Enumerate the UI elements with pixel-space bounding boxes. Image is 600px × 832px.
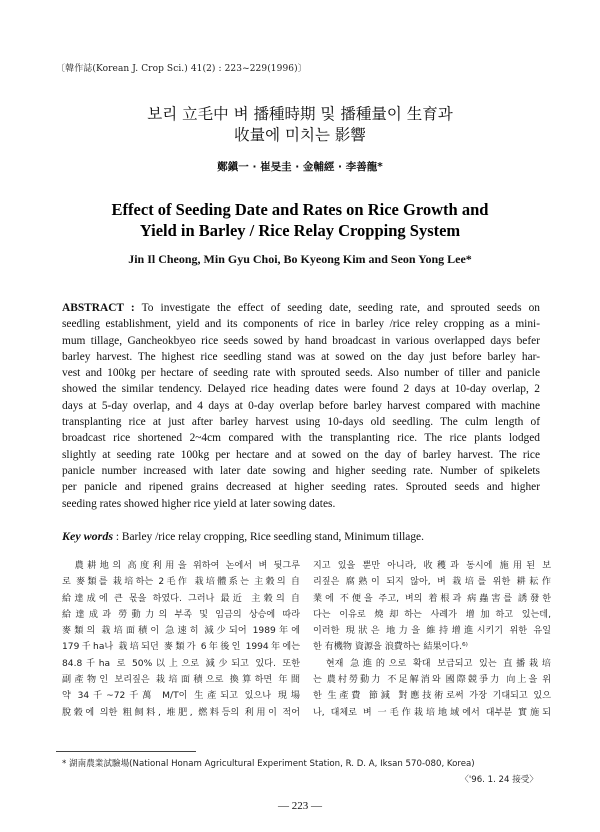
abstract-line: vest and 100kg per hectare of seeding rate with sprouted seeds. Also number of tiller and panicle bbox=[62, 367, 540, 380]
authors-korean: 鄭鎭一 · 崔旻圭 · 金輔經 · 李善龍* bbox=[217, 161, 383, 173]
title-english-line-2: Yield in Barley / Rice Relay Cropping System bbox=[139, 221, 461, 240]
body-line: 麥類의 栽培面積이 急速히 減少되어 1989年에 bbox=[62, 626, 300, 637]
body-column-left bbox=[62, 558, 300, 721]
body-line: 다는 이유로 燒却하는 사례가 增加하고 있는데, bbox=[313, 609, 551, 620]
body-line: 리짚은 腐熟이 되지 않아, 벼 栽培를 위한 耕耘作 bbox=[313, 577, 551, 588]
journal-citation: 〔韓作誌(Korean J. Crop Sci.) 41(2) : 223~229(1996)〕 bbox=[56, 64, 307, 74]
body-line: 給達成에 큰 몫을 하였다. 그러나 最近 主穀의 自 bbox=[62, 593, 300, 604]
abstract-line: panicle number increased with later date sowing and higher seeding rate. Number of spikelets bbox=[62, 464, 540, 477]
abstract-line: transplanting rice at just after barley harvest using 10-days old seedling. The culm length of bbox=[62, 416, 540, 429]
authors-english: Jin Il Cheong, Min Gyu Choi, Bo Kyeong Kim and Seon Yong Lee* bbox=[128, 252, 472, 266]
footnote-affiliation: * 湖南農業試驗場(National Honam Agricultural Experiment Station, R. D. A, Iksan 570-080, Korea) bbox=[62, 759, 475, 769]
received-date: 〈'96. 1. 24 接受〉 bbox=[460, 775, 538, 785]
abstract-line: per panicle and ripened grains decreased at higher seeding rates. Sprouted seeds and higher bbox=[62, 481, 540, 494]
abstract-line: slightly at seeding rate 100kg per hectare and at sowed on the day of barley harvest. The rice bbox=[62, 448, 540, 461]
abstract bbox=[62, 300, 540, 512]
body-line: 179千ha나 栽培되던 麥類가 6年後인 1994年에는 bbox=[62, 642, 300, 653]
keywords bbox=[62, 529, 542, 544]
body-line: 業에 不便을 주고, 벼의 着根과 病蟲害를 誘發한 bbox=[313, 593, 551, 604]
abstract-text: To investigate the effect of seeding date, seeding rate, and sprouted seeds on bbox=[134, 302, 541, 314]
title-korean-line-1: 보리 立毛中 벼 播種時期 및 播種量이 生育과 bbox=[147, 105, 453, 123]
body-line: 84.8千ha 로 50%以上으로 減少되고 있다. 또한 bbox=[62, 658, 300, 669]
abstract-line: broadcast rice shortened 2~4cm compared with the transplanting rice. The rice plants lodged bbox=[62, 432, 540, 445]
abstract-line: showed the similar tendency. Delayed rice heading dates were found 2 days at 10-day overlap, 2 bbox=[62, 383, 540, 396]
body-column-right bbox=[313, 558, 551, 721]
abstract-label: ABSTRACT : bbox=[62, 302, 135, 314]
body-line: 農耕地의 高度利用을 위하여 논에서 벼 뒷그루 bbox=[62, 561, 300, 571]
body-line: 로 麥類를 栽培하는 2毛作 栽培體系는 主穀의 自 bbox=[62, 577, 300, 588]
title-english-line-1: Effect of Seeding Date and Rates on Rice Growth and bbox=[111, 200, 489, 219]
body-line: 한 生產費 節減 對應技術로써 가장 기대되고 있으 bbox=[313, 691, 551, 702]
body-line: 副產物인 보리짚은 栽培面積으로 換算하면 年間 bbox=[62, 675, 300, 686]
footnote-divider bbox=[56, 751, 196, 752]
body-line: 는 農村勞動力 不足解消와 國際競爭力 向上을 위 bbox=[313, 675, 551, 686]
body-line: 이러한 現狀은 地力을 維持增進시키기 위한 유일 bbox=[313, 626, 551, 637]
title-korean-line-2: 收量에 미치는 影響 bbox=[234, 126, 366, 144]
body-line: 給達成과 勞動力의 부족 및 임금의 상승에 따라 bbox=[62, 609, 300, 620]
abstract-line bbox=[62, 300, 540, 316]
body-line: 현재 急進的으로 확대 보급되고 있는 直播栽培 bbox=[313, 658, 551, 669]
abstract-line: barley harvest. The highest rice seedling stand was at sowed on the day just before barley har- bbox=[62, 350, 540, 363]
body-line: 약 34千~72千萬 M/T이 生產되고 있으나 現場 bbox=[62, 691, 300, 702]
abstract-line: seedling establishment, yield and its components of rice in barley /rice reley cropping as a mini- bbox=[62, 318, 540, 331]
body-line: 한 有機物 資源을 浪費하는 結果이다.⁶⁾ bbox=[313, 642, 468, 653]
page-number: — 223 — bbox=[278, 800, 322, 812]
body-line: 지고 있을 뿐만 아니라, 收穫과 동시에 施用된 보 bbox=[313, 561, 551, 571]
abstract-line: seeding rates showed higher rice yield at later sowing dates. bbox=[62, 497, 336, 510]
body-line: 脫穀에 의한 粗飼料, 堆肥, 燃料등의 利用이 적어 bbox=[62, 707, 300, 718]
abstract-line: mum tillage, Gancheokbyeo rice seeds sowed by hand broadcast in various overlapped days befer bbox=[62, 334, 540, 347]
body-line: 나, 대체로 벼 一毛作栽培地域에서 대부분 實施되 bbox=[313, 707, 551, 718]
keywords-label: Key words bbox=[62, 529, 113, 543]
abstract-line: days at 5-day overlap, and 4 days at 0-day overlap before barley harvest compared with machine bbox=[62, 399, 540, 412]
keywords-text: : Barley /rice relay cropping, Rice seedling stand, Minimum tillage. bbox=[113, 531, 424, 543]
